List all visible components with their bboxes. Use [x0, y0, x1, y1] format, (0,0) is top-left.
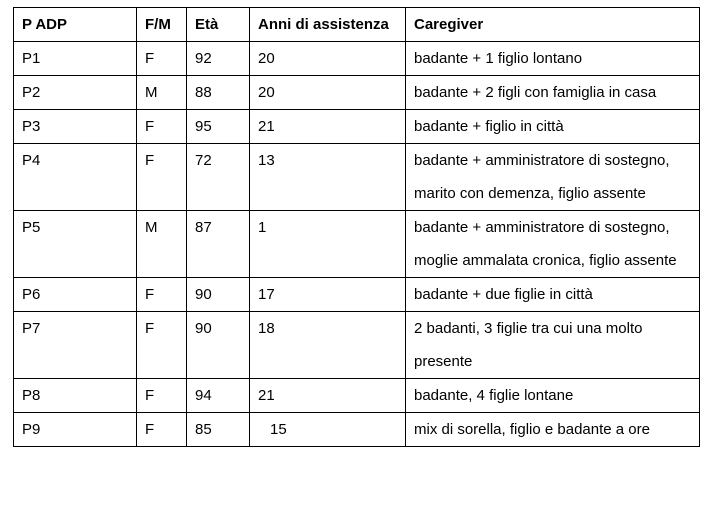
cell-sex: F: [137, 110, 187, 144]
table-row: [14, 110, 700, 144]
cell-id: P4: [14, 144, 137, 211]
cell-caregiver: mix di sorella, figlio e badante a ore: [406, 413, 700, 447]
cell-age: 94: [187, 379, 250, 413]
cell-id: P8: [14, 379, 137, 413]
cell-years: 20: [250, 42, 406, 76]
cell-sex: M: [137, 211, 187, 278]
cell-age: 95: [187, 110, 250, 144]
cell-years: 17: [250, 278, 406, 312]
table-row: [14, 144, 700, 211]
table-row: [14, 312, 700, 379]
cell-id: P2: [14, 76, 137, 110]
header-years-assistance: Anni di assistenza: [250, 8, 406, 42]
cell-sex: F: [137, 312, 187, 379]
table-row: [14, 413, 700, 447]
cell-id: P7: [14, 312, 137, 379]
cell-id: P1: [14, 42, 137, 76]
table-header-row: [14, 8, 700, 42]
cell-sex: F: [137, 413, 187, 447]
cell-sex: F: [137, 278, 187, 312]
cell-id: P3: [14, 110, 137, 144]
cell-sex: F: [137, 42, 187, 76]
cell-years: 21: [250, 379, 406, 413]
cell-years: 21: [250, 110, 406, 144]
cell-id: P6: [14, 278, 137, 312]
cell-caregiver: 2 badanti, 3 figlie tra cui una molto presente: [406, 312, 700, 379]
header-sex: F/M: [137, 8, 187, 42]
cell-years: 15: [250, 413, 406, 447]
cell-age: 72: [187, 144, 250, 211]
caregiver-table: [13, 7, 700, 447]
cell-caregiver: badante + figlio in città: [406, 110, 700, 144]
cell-sex: M: [137, 76, 187, 110]
table-row: [14, 278, 700, 312]
cell-caregiver: badante, 4 figlie lontane: [406, 379, 700, 413]
cell-sex: F: [137, 144, 187, 211]
cell-years: 1: [250, 211, 406, 278]
cell-sex: F: [137, 379, 187, 413]
header-p-adp: P ADP: [14, 8, 137, 42]
cell-years: 13: [250, 144, 406, 211]
header-age: Età: [187, 8, 250, 42]
header-caregiver: Caregiver: [406, 8, 700, 42]
cell-age: 87: [187, 211, 250, 278]
table-row: [14, 42, 700, 76]
cell-age: 88: [187, 76, 250, 110]
cell-id: P5: [14, 211, 137, 278]
cell-years: 18: [250, 312, 406, 379]
cell-age: 90: [187, 278, 250, 312]
cell-caregiver: badante + amministratore di sostegno, marito con demenza, figlio assente: [406, 144, 700, 211]
cell-age: 85: [187, 413, 250, 447]
table-row: [14, 379, 700, 413]
table-row: [14, 211, 700, 278]
cell-caregiver: badante + due figlie in città: [406, 278, 700, 312]
cell-age: 92: [187, 42, 250, 76]
cell-caregiver: badante + 1 figlio lontano: [406, 42, 700, 76]
cell-id: P9: [14, 413, 137, 447]
cell-age: 90: [187, 312, 250, 379]
cell-caregiver: badante + amministratore di sostegno, moglie ammalata cronica, figlio assente: [406, 211, 700, 278]
cell-caregiver: badante + 2 figli con famiglia in casa: [406, 76, 700, 110]
table-row: [14, 76, 700, 110]
cell-years: 20: [250, 76, 406, 110]
